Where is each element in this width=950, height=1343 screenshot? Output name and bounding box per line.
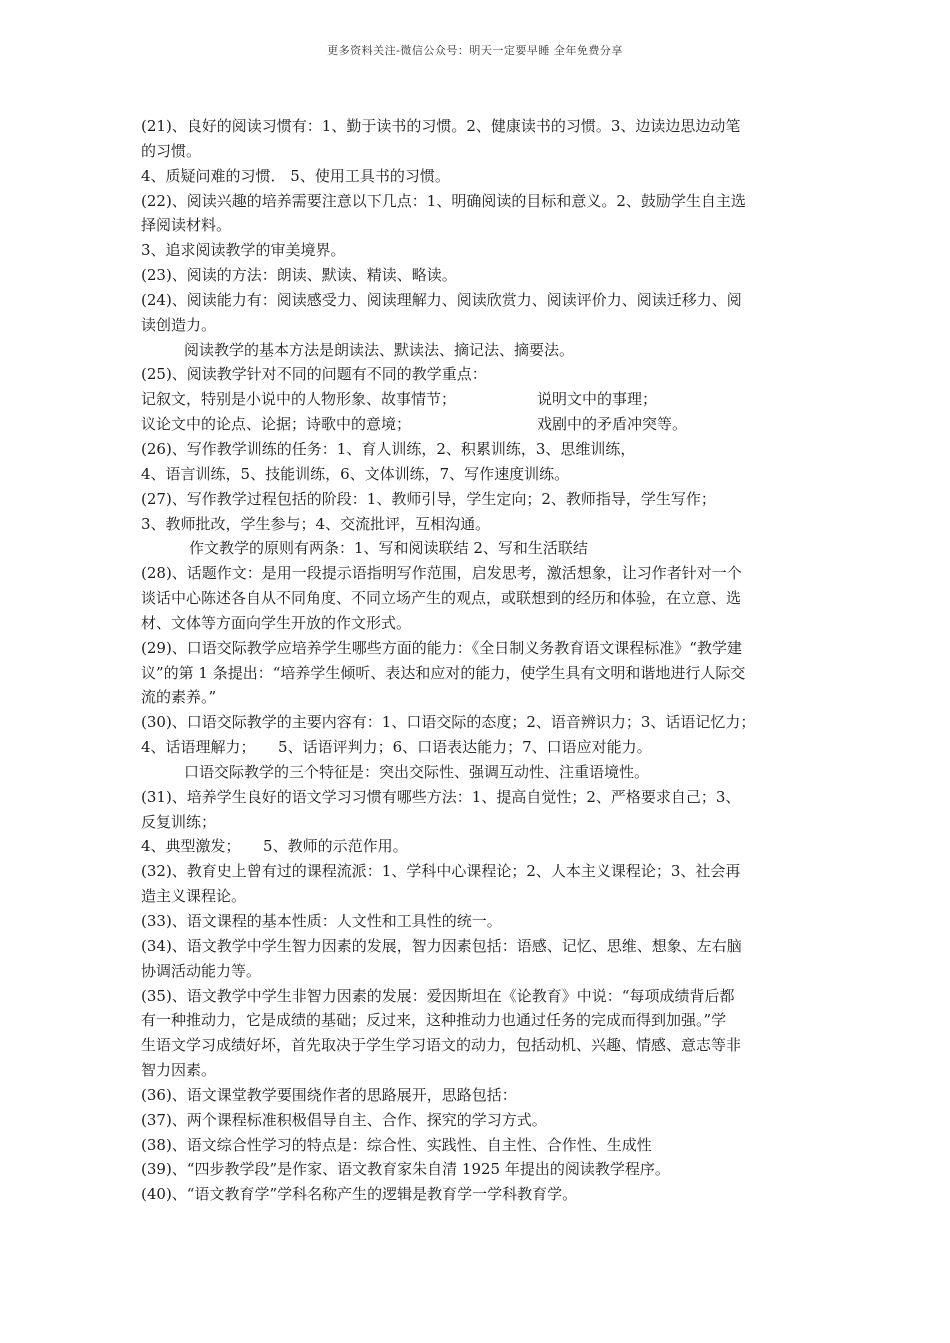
text-line: (30)、口语交际教学的主要内容有：1、口语交际的态度；2、语音辨识力；3、话语记忆力； xyxy=(141,713,756,732)
text-line: 造主义课程论。 xyxy=(141,887,247,906)
text-line: (32)、教育史上曾有过的课程流派：1、学科中心课程论；2、人本主义课程论；3、社会再 xyxy=(141,862,741,881)
text-line: 流的素养。” xyxy=(141,688,217,707)
text-line: 4、话语理解力； 5、话语评判力；6、口语表达能力；7、口语应对能力。 xyxy=(141,738,652,757)
two-column-line xyxy=(141,412,813,437)
text-line: (27)、写作教学过程包括的阶段：1、教师引导，学生定向；2、教师指导，学生写作； xyxy=(141,489,716,508)
text-line: (28)、话题作文：是用一段提示语指明写作范围，启发思考，激活想象，让习作者针对一个 xyxy=(141,564,742,583)
text-line: 4、典型激发； 5、教师的示范作用。 xyxy=(141,837,408,856)
text-line: 的习惯。 xyxy=(141,141,202,160)
text-line: 有一种推动力，它是成绩的基础；反过来，这种推动力也通过任务的完成而得到加强。”学 xyxy=(141,1011,727,1030)
text-line: 口语交际教学的三个特征是：突出交际性、强调互动性、注重语境性。 xyxy=(184,762,650,781)
text-line: 作文教学的原则有两条：1、写和阅读联结 2、写和生活联结 xyxy=(189,539,588,558)
text-line: (24)、阅读能力有：阅读感受力、阅读理解力、阅读欣赏力、阅读评价力、阅读迁移力、阅 xyxy=(141,290,742,309)
text-line: (38)、语文综合性学习的特点是：综合性、实践性、自主性、合作性、生成性 xyxy=(141,1135,652,1154)
text-line: 生语文学习成绩好坏，首先取决于学生学习语文的动力，包括动机、兴趣、情感、意志等非 xyxy=(141,1036,742,1055)
text-column: 说明文中的事理； xyxy=(537,390,658,409)
text-line: (25)、阅读教学针对不同的问题有不同的教学重点： xyxy=(141,365,487,384)
text-line: (36)、语文课堂教学要围绕作者的思路展开，思路包括： xyxy=(141,1085,517,1104)
text-line: (33)、语文课程的基本性质：人文性和工具性的统一。 xyxy=(141,912,502,930)
text-line: (21)、良好的阅读习惯有：1、勤于读书的习惯。2、健康读书的习惯。3、边读边思边动笔 xyxy=(141,117,741,135)
text-column: 记叙文，特别是小说中的人物形象、故事情节； xyxy=(141,390,457,409)
text-line: (35)、语文教学中学生非智力因素的发展：爱因斯坦在《论教育》中说：“每项成绩背后都 xyxy=(141,986,735,1005)
page-header: 更多资料关注-微信公众号：明天一定要早睡 全年免费分享 xyxy=(327,44,623,57)
text-line: 智力因素。 xyxy=(141,1061,217,1080)
text-line: 3、追求阅读教学的审美境界。 xyxy=(141,241,346,260)
text-line: (40)、“语文教育学”学科名称产生的逻辑是教育学一学科教育学。 xyxy=(141,1185,578,1204)
text-line: 谈话中心陈述各自从不同角度、不同立场产生的观点，或联想到的经历和体验，在立意、选 xyxy=(141,589,742,608)
text-line: (29)、口语交际教学应培养学生哪些方面的能力：《全日制义务教育语文课程标准》“教学建 xyxy=(141,638,742,657)
text-line: 3、教师批改，学生参与；4、交流批评，互相沟通。 xyxy=(141,514,491,533)
text-line: (23)、阅读的方法：朗读、默读、精读、略读。 xyxy=(141,266,457,285)
text-column: 戏剧中的矛盾冲突等。 xyxy=(537,415,688,434)
text-line: 4、质疑问难的习惯． 5、使用工具书的习惯。 xyxy=(141,166,450,185)
text-line: (26)、写作教学训练的任务：1、育人训练，2、积累训练，3、思维训练， xyxy=(141,439,636,458)
text-line: (22)、阅读兴趣的培养需要注意以下几点：1、明确阅读的目标和意义。2、鼓励学生自主选 xyxy=(141,191,746,210)
text-column: 议论文中的论点、论据；诗歌中的意境； xyxy=(141,415,412,434)
two-column-line xyxy=(141,387,813,412)
text-line: 协调活动能力等。 xyxy=(141,961,262,980)
text-line: (34)、语文教学中学生智力因素的发展，智力因素包括：语感、记忆、思维、想象、左右脑 xyxy=(141,936,742,955)
text-line: 择阅读材料。 xyxy=(141,216,232,235)
text-line: 反复训练； xyxy=(141,812,217,831)
text-line: 议”的第 1 条提出：“培养学生倾听、表达和应对的能力，使学生具有文明和谐地进行人际交 xyxy=(141,663,746,682)
text-line: 材、文体等方面向学生开放的作文形式。 xyxy=(141,613,412,632)
text-line: 4、语言训练，5、技能训练，6、文体训练，7、写作速度训练。 xyxy=(141,464,570,483)
text-line: (37)、两个课程标准积极倡导自主、合作、探究的学习方式。 xyxy=(141,1110,547,1129)
text-line: (31)、培养学生良好的语文学习习惯有哪些方法：1、提高自觉性；2、严格要求自己；3、 xyxy=(141,787,741,806)
text-line: 读创造力。 xyxy=(141,315,217,334)
text-line: (39)、“四步教学段”是作家、语文教育家朱自清 1925 年提出的阅读教学程序。 xyxy=(141,1160,670,1179)
document-body xyxy=(141,114,813,1207)
text-line: 阅读教学的基本方法是朗读法、默读法、摘记法、摘要法。 xyxy=(184,340,575,359)
